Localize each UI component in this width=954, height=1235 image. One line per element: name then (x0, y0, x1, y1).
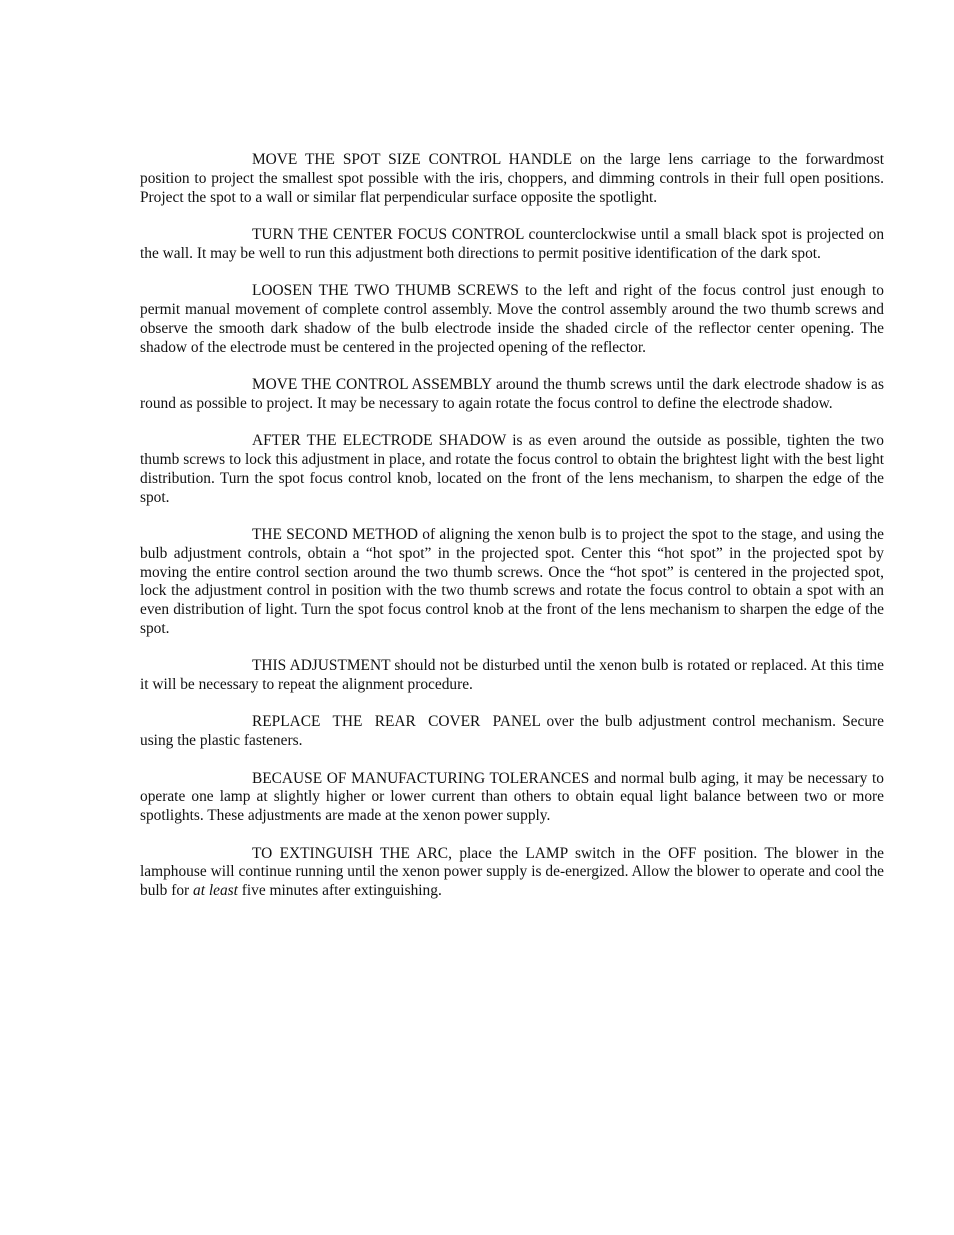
paragraph-text: of aligning the xenon bulb is to project the spot to the stage, and using the bulb adjustment controls, obtain a “hot spot” in the projected spot. Center this “hot spot” in the projected spot by moving the entire control section around the two thumb screws. Once the “hot spot” is centered in the projected spot, lock the adjustment control in position with the two thumb screws and rotate the focus control to obtain a spot with an even distribution of light. Turn the spot focus control knob at the front of the lens mechanism to sharpen the edge of the spot. (140, 525, 885, 637)
paragraph-lead: MOVE THE CONTROL ASSEMBLY (252, 375, 492, 393)
paragraph-rear-cover (140, 713, 884, 751)
paragraph-text: counterclockwise until a small black spot is projected on the wall. It may be well to run this adjustment both directions to permit positive identification of the dark spot. (140, 225, 885, 262)
document-page (140, 151, 884, 901)
paragraph-lead: TO EXTINGUISH THE ARC, (252, 844, 452, 862)
paragraph-extinguish (140, 845, 884, 901)
paragraph-thumb-screws (140, 282, 884, 357)
paragraph-lead: LOOSEN THE TWO THUMB SCREWS (252, 282, 519, 300)
paragraph-text: is as even around the outside as possible, tighten the two thumb screws to lock this adjustment in place, and rotate the focus control to obtain the brightest light with the best light distribution. Turn the spot focus control knob, located on the front of the lens mechanism, to sharpen the edge of the spot. (140, 432, 884, 506)
paragraph-electrode-shadow (140, 432, 884, 507)
paragraph-text: and normal bulb aging, it may be necessary to operate one lamp at slightly higher or lower current than others to obtain equal light balance between two or more spotlights. These adjustments are made at the xenon power supply. (140, 769, 884, 825)
paragraph-control-assembly (140, 376, 884, 414)
paragraph-tolerances (140, 770, 884, 826)
paragraph-emphasis: at least (193, 882, 238, 900)
paragraph-lead: REPLACE THE REAR COVER PANEL (252, 713, 541, 731)
paragraph-text: place the LAMP switch in the OFF position. The blower in the lamphouse will continue running until the xenon power supply is de-energized. Allow the blower to operate and cool the bulb for (140, 844, 884, 900)
paragraph-this-adjustment (140, 657, 884, 695)
paragraph-text: around the thumb screws until the dark electrode shadow is as round as possible to project. It may be necessary to again rotate the focus control to define the electrode shadow. (140, 375, 884, 412)
paragraph-text: on the large lens carriage to the forwardmost position to project the smallest spot possible with the iris, choppers, and dimming controls in their full open positions. Project the spot to a wall or similar flat perpendicular surface opposite the spotlight. (140, 151, 884, 206)
paragraph-text: to the left and right of the focus control just enough to permit manual movement of complete control assembly. Move the control assembly around the two thumb screws and observe the smooth dark shadow of the bulb electrode inside the shaded circle of the reflector center opening. The shadow of the electrode must be centered in the projected opening of the reflector. (140, 282, 884, 356)
paragraph-lead: TURN THE CENTER FOCUS CONTROL (252, 225, 524, 243)
paragraph-spot-size (140, 151, 884, 207)
paragraph-lead: THIS ADJUSTMENT (252, 657, 391, 675)
paragraph-second-method (140, 526, 884, 639)
paragraph-lead: MOVE THE SPOT SIZE CONTROL HANDLE (252, 151, 572, 168)
paragraph-text: over the bulb adjustment control mechanism. Secure using the plastic fasteners. (140, 713, 884, 750)
paragraph-lead: BECAUSE OF MANUFACTURING TOLERANCES (252, 769, 590, 787)
paragraph-lead: THE SECOND METHOD (252, 525, 418, 543)
paragraph-lead: AFTER THE ELECTRODE SHADOW (252, 432, 506, 450)
paragraph-center-focus (140, 226, 884, 264)
paragraph-text: should not be disturbed until the xenon bulb is rotated or replaced. At this time it will be necessary to repeat the alignment procedure. (140, 657, 884, 694)
paragraph-tail: five minutes after extinguishing. (237, 882, 442, 900)
